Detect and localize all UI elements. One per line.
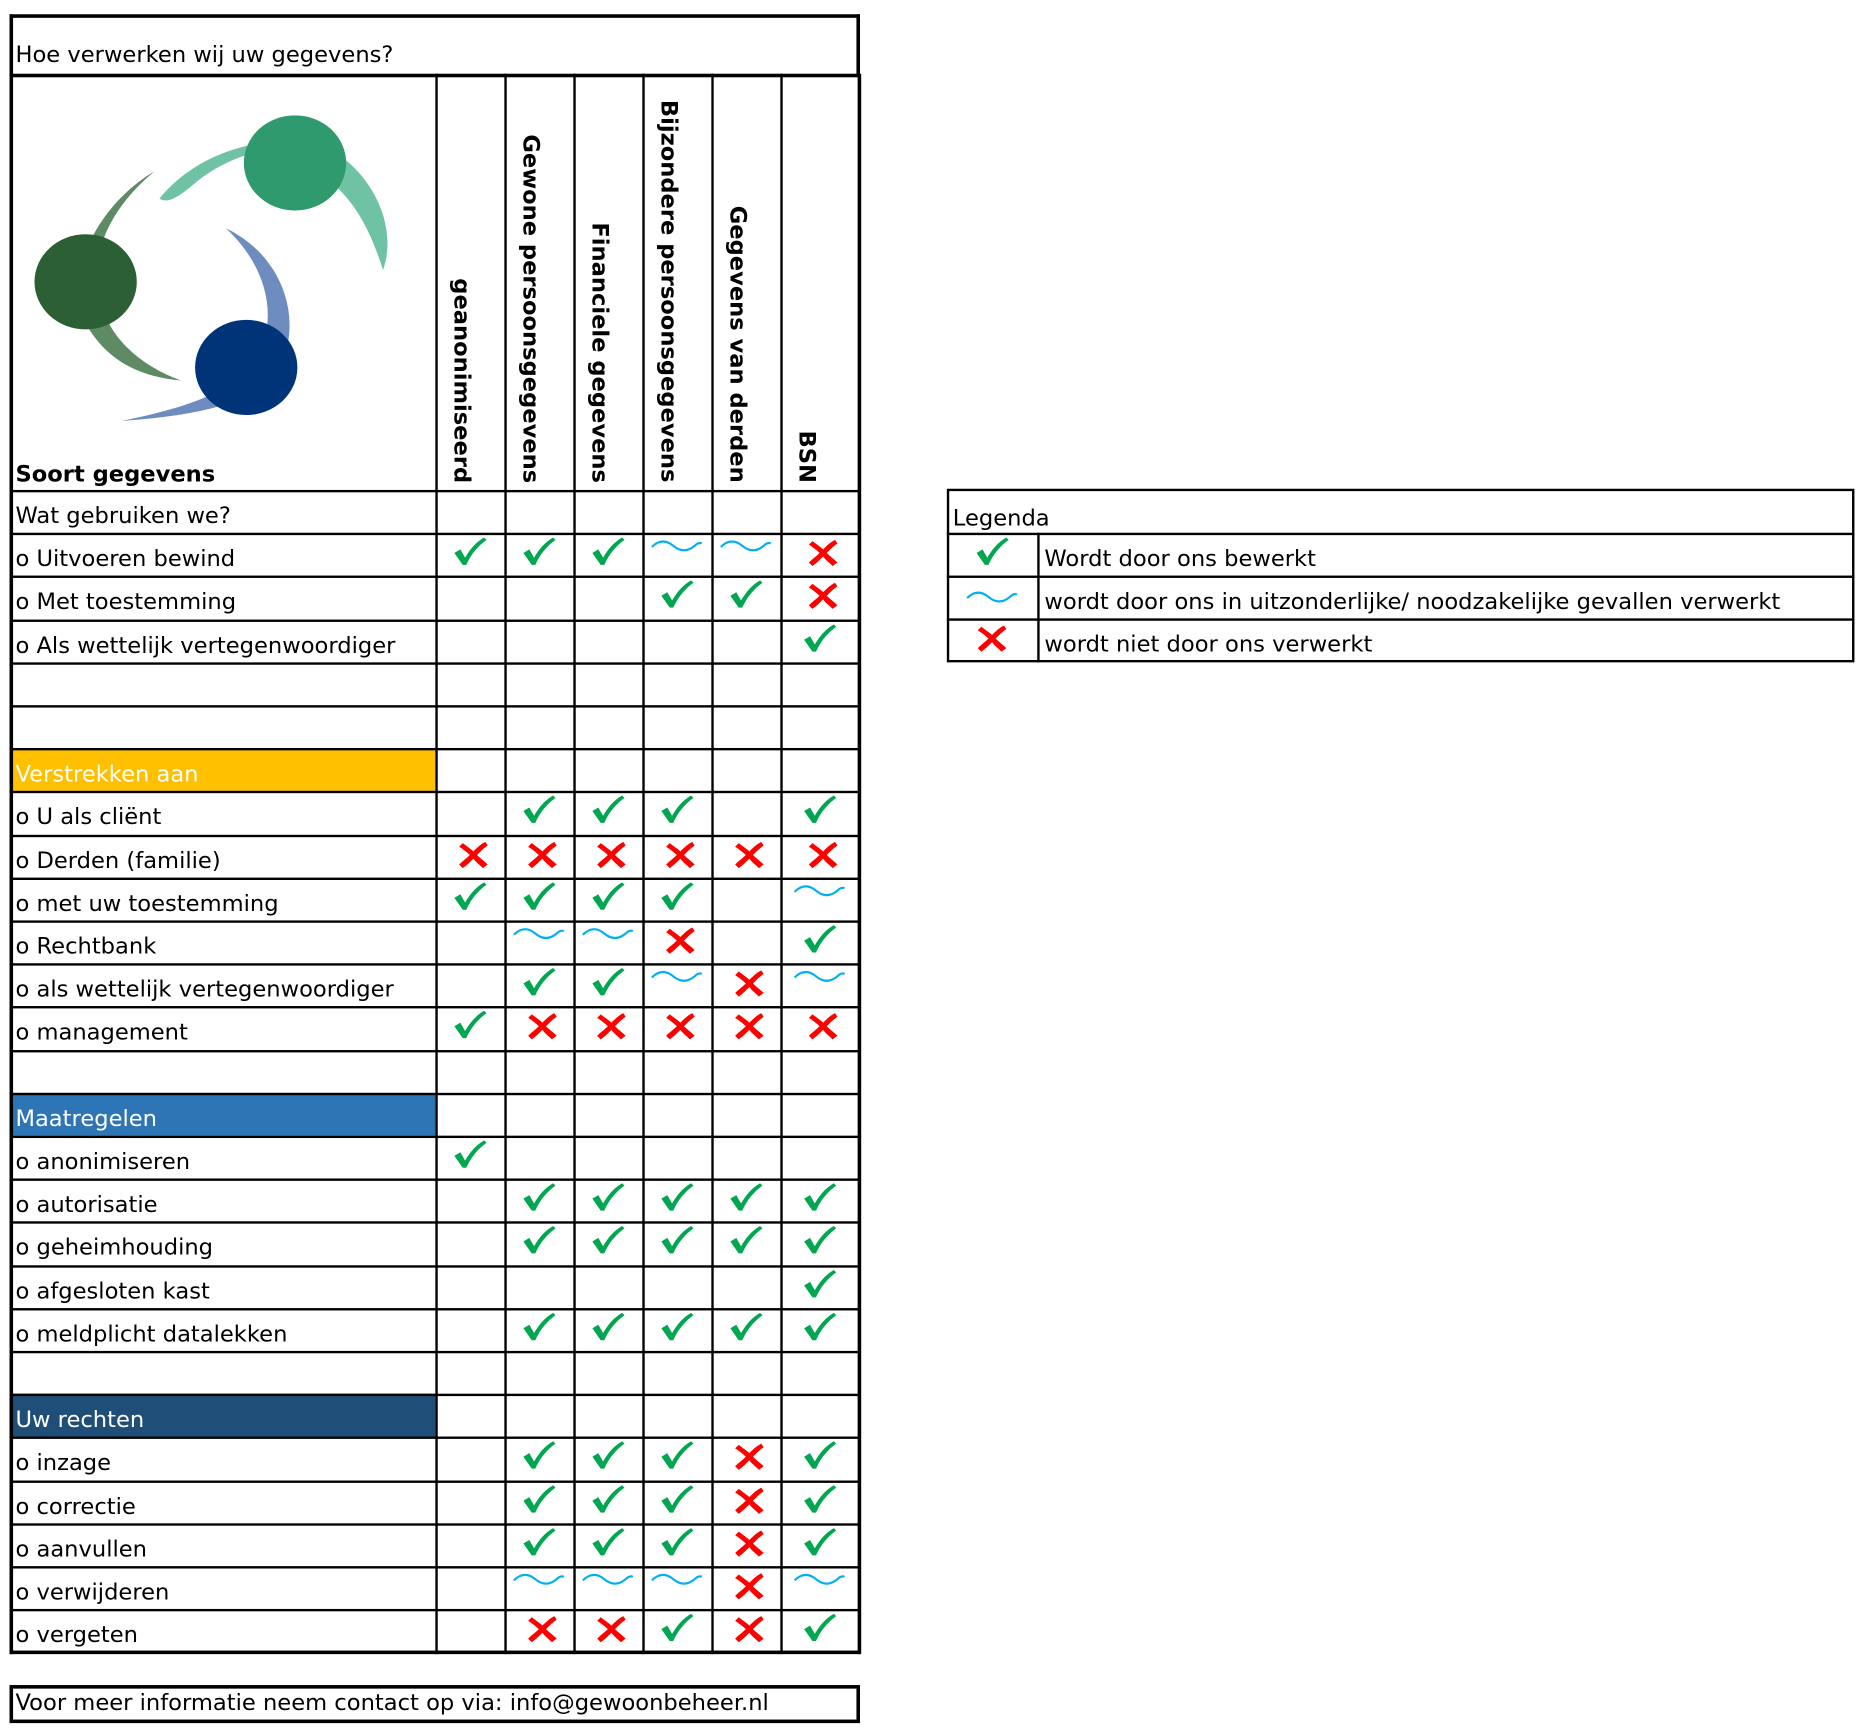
wave-icon: [792, 1571, 847, 1588]
cross-icon: [802, 535, 842, 568]
row-label: o Rechtbank: [15, 933, 157, 960]
check-icon: [588, 794, 628, 827]
wave-icon: [580, 925, 635, 942]
check-icon: [657, 1482, 697, 1515]
column-divider: [573, 74, 575, 1655]
check-icon: [726, 578, 766, 611]
row-label: o correctie: [15, 1493, 136, 1520]
check-icon: [657, 1439, 697, 1472]
cross-icon: [591, 1612, 631, 1645]
check-icon: [657, 1525, 697, 1558]
cross-icon: [802, 837, 842, 870]
column-header: Bijzondere persoonsgegevens: [655, 100, 682, 483]
wave-icon: [792, 968, 847, 985]
table-border: [10, 74, 14, 1655]
row-label: o met uw toestemming: [15, 890, 279, 917]
column-header: Gegevens van derden: [724, 205, 751, 483]
check-icon: [519, 1181, 559, 1214]
check-icon: [450, 535, 490, 568]
cross-icon: [522, 1009, 562, 1042]
check-icon: [519, 794, 559, 827]
column-divider: [711, 74, 713, 1655]
cross-icon: [660, 923, 700, 956]
cross-icon: [729, 1439, 769, 1472]
column-divider: [858, 74, 862, 1655]
check-icon: [588, 1181, 628, 1214]
check-icon: [588, 1224, 628, 1257]
check-icon: [588, 966, 628, 999]
row-label: o anonimiseren: [15, 1148, 191, 1175]
check-icon: [972, 535, 1012, 568]
legend-divider: [947, 618, 1855, 620]
check-icon: [657, 1224, 697, 1257]
wave-icon: [792, 882, 847, 899]
check-icon: [519, 880, 559, 913]
legend-label: Wordt door ons bewerkt: [1044, 545, 1316, 572]
row-label: o autorisatie: [15, 1191, 158, 1218]
cross-icon: [522, 1612, 562, 1645]
section-title: Maatregelen: [15, 1105, 157, 1132]
check-icon: [588, 1310, 628, 1343]
legend-divider: [947, 533, 1855, 535]
column-header: Financiele gegevens: [586, 222, 613, 483]
cross-icon: [591, 1009, 631, 1042]
cross-icon: [729, 837, 769, 870]
cross-icon: [802, 578, 842, 611]
legend-label: wordt niet door ons verwerkt: [1044, 631, 1373, 658]
check-icon: [657, 880, 697, 913]
column-header: Gewone persoonsgegevens: [517, 134, 544, 483]
check-icon: [726, 1181, 766, 1214]
row-label: o inzage: [15, 1450, 112, 1477]
wave-icon: [718, 538, 773, 555]
row-label: o geheimhouding: [15, 1234, 214, 1261]
row-label: o Uitvoeren bewind: [15, 546, 236, 573]
check-icon: [799, 1612, 839, 1645]
check-icon: [519, 1439, 559, 1472]
check-icon: [657, 1612, 697, 1645]
cross-icon: [729, 1482, 769, 1515]
cross-icon: [522, 837, 562, 870]
check-icon: [799, 1482, 839, 1515]
cross-icon: [972, 621, 1012, 654]
logo-circle-blue: [195, 320, 297, 415]
check-icon: [799, 1439, 839, 1472]
column-divider: [780, 74, 782, 1655]
section-title: Verstrekken aan: [15, 761, 199, 788]
check-icon: [799, 1224, 839, 1257]
check-icon: [799, 1525, 839, 1558]
check-icon: [588, 1525, 628, 1558]
check-icon: [519, 1482, 559, 1515]
check-icon: [519, 535, 559, 568]
row-label: o Als wettelijk vertegenwoordiger: [15, 632, 396, 659]
check-icon: [519, 1310, 559, 1343]
row-label: o vergeten: [15, 1622, 139, 1649]
wave-icon: [649, 968, 704, 985]
check-icon: [588, 1482, 628, 1515]
legend-divider: [947, 576, 1855, 578]
wave-icon: [580, 1571, 635, 1588]
logo-icon: [26, 109, 395, 436]
check-icon: [657, 794, 697, 827]
check-icon: [657, 1181, 697, 1214]
cross-icon: [729, 1009, 769, 1042]
check-icon: [588, 1439, 628, 1472]
check-icon: [450, 1138, 490, 1171]
cross-icon: [729, 1612, 769, 1645]
footer-contact[interactable]: Voor meer informatie neem contact op via: info@gewoonbeheer.nl: [15, 1689, 769, 1716]
check-icon: [799, 1181, 839, 1214]
column-divider: [435, 74, 437, 1655]
column-header: geanonimiseerd: [448, 277, 475, 483]
check-icon: [519, 966, 559, 999]
row-label: o management: [15, 1019, 188, 1046]
cross-icon: [729, 1525, 769, 1558]
column-divider: [504, 74, 506, 1655]
row-label: o U als cliënt: [15, 804, 162, 831]
check-icon: [726, 1224, 766, 1257]
check-icon: [726, 1310, 766, 1343]
cross-icon: [660, 1009, 700, 1042]
page-title: Hoe verwerken wij uw gegevens?: [15, 41, 394, 68]
column-header: BSN: [793, 430, 820, 483]
cross-icon: [453, 837, 493, 870]
legend-label: wordt door ons in uitzonderlijke/ noodzakelijke gevallen verwerkt: [1044, 588, 1781, 615]
check-icon: [588, 880, 628, 913]
row-label: o Met toestemming: [15, 589, 237, 616]
check-icon: [799, 621, 839, 654]
cross-icon: [802, 1009, 842, 1042]
legend-title: Legenda: [952, 505, 1050, 532]
row-label: o Derden (familie): [15, 847, 221, 874]
check-icon: [657, 1310, 697, 1343]
check-icon: [799, 794, 839, 827]
cross-icon: [729, 966, 769, 999]
check-icon: [588, 535, 628, 568]
column-divider: [642, 74, 644, 1655]
check-icon: [657, 578, 697, 611]
wave-icon: [965, 589, 1020, 606]
cross-icon: [660, 837, 700, 870]
row-label: o aanvullen: [15, 1536, 147, 1563]
row-label: o verwijderen: [15, 1579, 170, 1606]
check-icon: [799, 923, 839, 956]
check-icon: [519, 1224, 559, 1257]
cross-icon: [729, 1569, 769, 1602]
logo-circle-dark-green: [34, 234, 136, 329]
check-icon: [450, 1009, 490, 1042]
cross-icon: [591, 837, 631, 870]
row-header-label: Soort gegevens: [15, 461, 216, 488]
row-label: o meldplicht datalekken: [15, 1320, 288, 1348]
check-icon: [799, 1310, 839, 1343]
row-label: o afgesloten kast: [15, 1277, 210, 1305]
check-icon: [519, 1525, 559, 1558]
wave-icon: [649, 1571, 704, 1588]
legend-divider: [1037, 533, 1039, 663]
section-title: Uw rechten: [15, 1407, 145, 1434]
check-icon: [450, 880, 490, 913]
wave-icon: [511, 925, 566, 942]
check-icon: [799, 1267, 839, 1300]
wave-icon: [511, 1571, 566, 1588]
row-label: o als wettelijk vertegenwoordiger: [15, 976, 394, 1003]
wave-icon: [649, 538, 704, 555]
logo-circle-teal: [244, 115, 346, 210]
section-title: Wat gebruiken we?: [15, 503, 231, 530]
